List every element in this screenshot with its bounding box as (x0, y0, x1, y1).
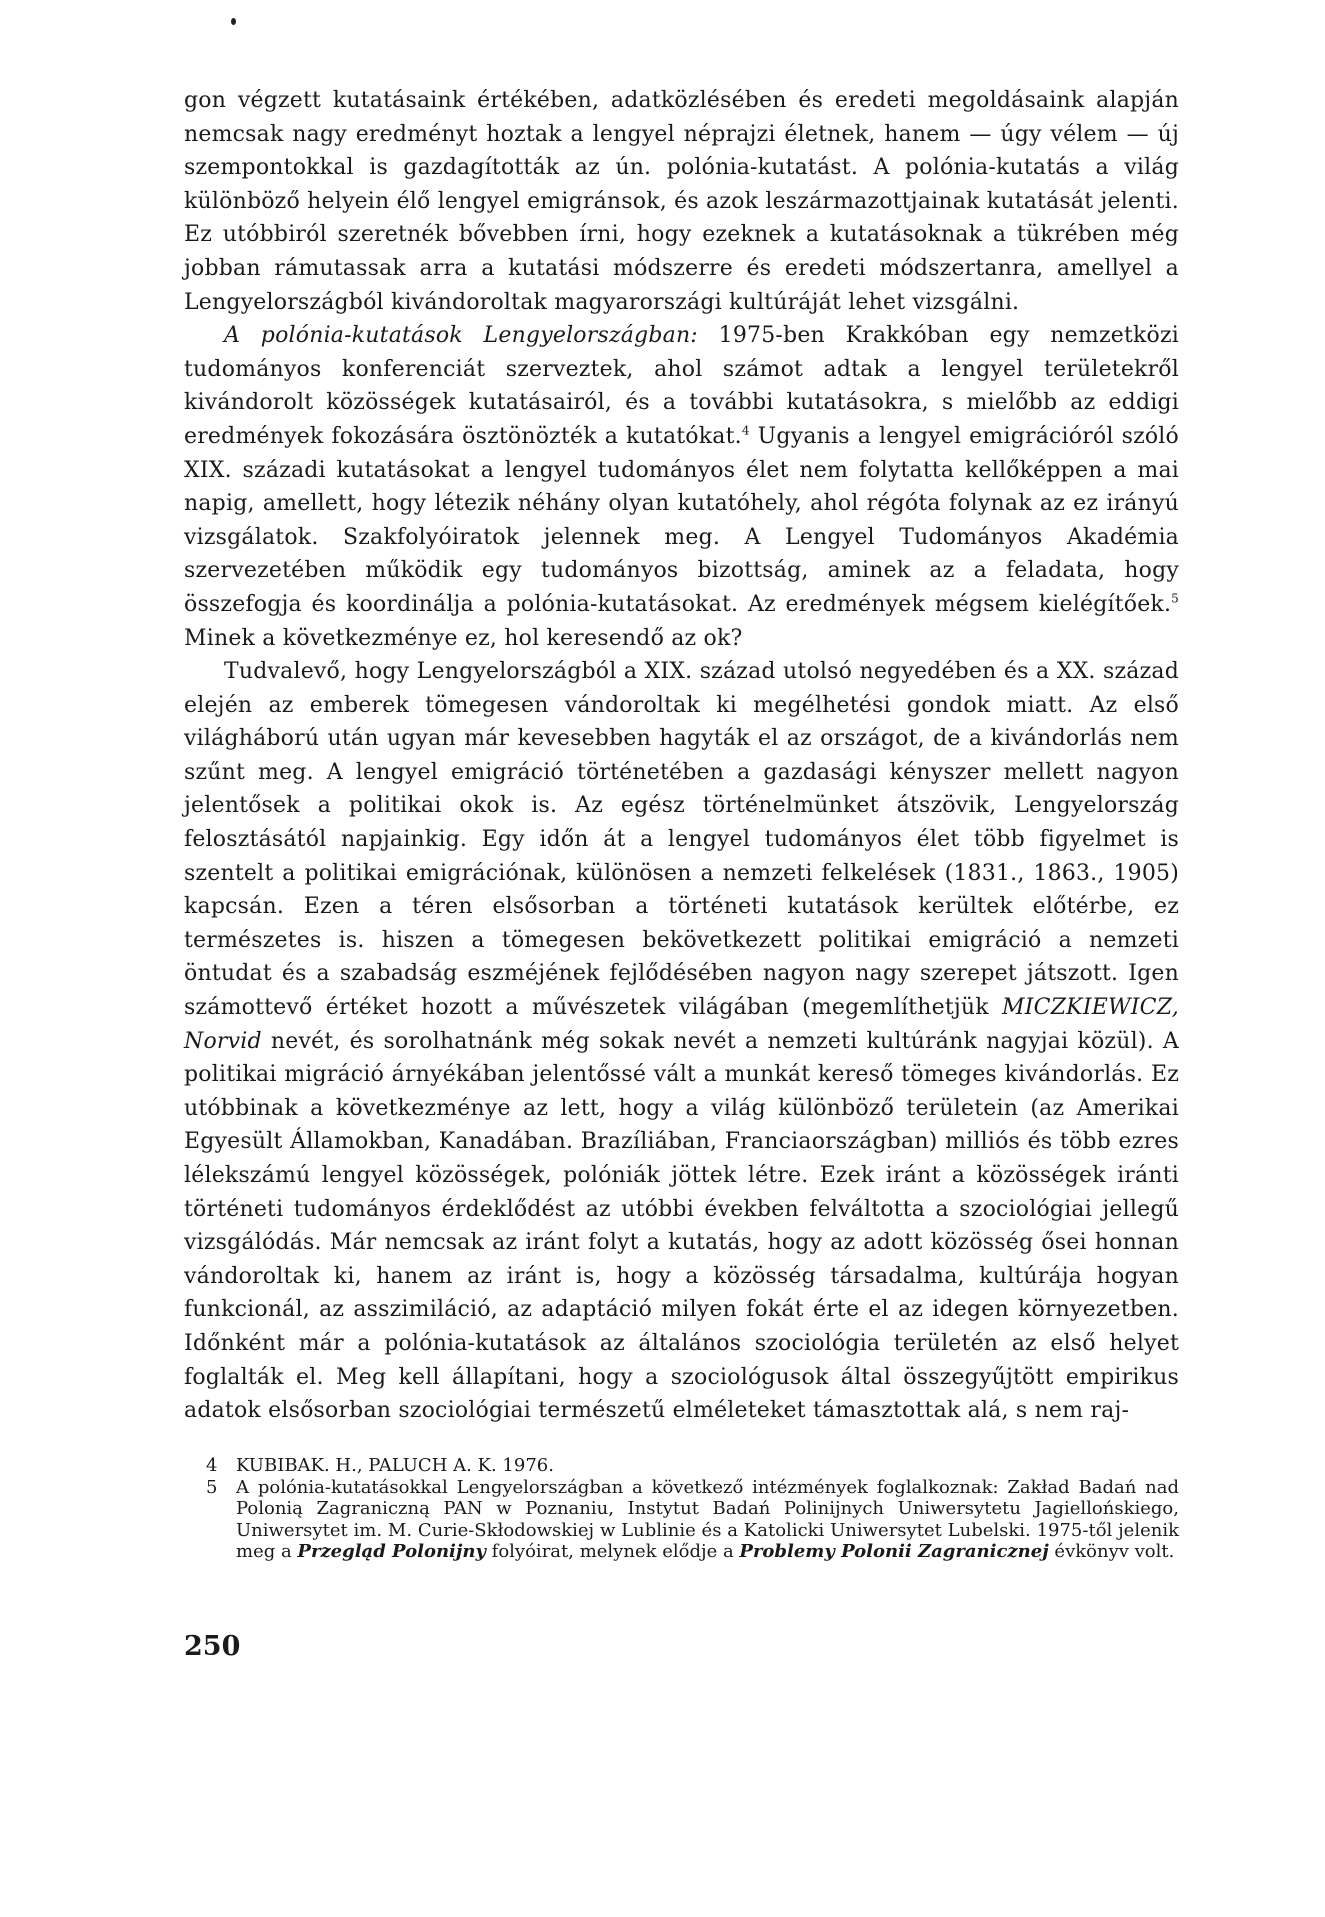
italic-names: MICZKIEWICZ, Norvid (184, 995, 1179, 1054)
footnote-4-number: 4 (206, 1455, 218, 1476)
footnotes (206, 1455, 1179, 1563)
page-mark-dot (231, 18, 236, 25)
journal-title-2: Problemy Polonii Zagranicznej (739, 1541, 1049, 1562)
paragraph-3-text-a: Tudvalevő, hogy Lengyelországból a XIX. század utolsó negyedében és a XX. század elején az emberek tömegesen vándoroltak ki megélhetési gondok miatt. Az első világháború után ugyan már kevesebben hagyták el az országot, de a kivándorlás nem szűnt meg. A lengyel emigráció történetében a gazdasági kényszer mellett nagyon jelentősek a politikai okok is. Az egész történelmünket átszövik, Lengyelország felosztásától napjainkig. Egy időn át a lengyel tudományos élet több figyelmet is szentelt a politikai emigrációnak, különösen a nemzeti felkelések (1831., 1863., 1905) kapcsán. Ezen a téren elsősorban a történeti kutatások kerültek előtérbe, ez természetes is. hiszen a tömegesen bekövetkezett politikai emigráció a nemzeti öntudat és a szabadság eszméjének fejlődésében nagyon nagy szerepet játszott. Igen számottevő értéket hozott a művészetek világában (megemlíthetjük (184, 659, 1179, 1021)
footnote-5-text-c: évkönyv volt. (1048, 1541, 1175, 1562)
footnote-5 (206, 1477, 1179, 1563)
page-number: 250 (184, 1631, 241, 1662)
main-text-block (184, 84, 1179, 1428)
journal-title-1: Przegląd Polonijny (297, 1541, 486, 1562)
paragraph-1-text: gon végzett kutatásaink értékében, adatközlésében és eredeti megoldásaink alapján nemcsak nagy eredményt hoztak a lengyel néprajzi életnek, hanem — úgy vélem — új szempontokkal is gazdagították az ún. polónia-kutatást. A polónia-kutatás a világ különböző helyein élő lengyel emigránsok, és azok leszármazottjainak kutatását jelenti. Ez utóbbiról szeretnék bővebben írni, hogy ezeknek a kutatásoknak a tükrében még jobban rámutassak arra a kutatási módszerre és eredeti módszertanra, amellyel a Lengyelországból kivándoroltak magyarországi kultúráját lehet vizsgálni. (184, 88, 1179, 315)
footnote-5-text (236, 1477, 1179, 1563)
paragraph-2-text-b: Ugyanis a lengyel emigrációról szóló XIX. századi kutatásokat a lengyel tudományos élet nem folytatta kellőképpen a mai napig, amellett, hogy létezik néhány olyan kutatóhely, ahol régóta folynak az ez irányú vizsgálatok. Szakfolyóiratok jelennek meg. A Lengyel Tudományos Akadémia szervezetében működik egy tudományos bizottság, aminek az a feladata, hogy összefogja és koordinálja a polónia-kutatásokat. Az eredmények mégsem kielégítőek. (184, 423, 1179, 617)
footnote-ref-5: 5 (1171, 591, 1179, 606)
paragraph-3 (184, 655, 1179, 1428)
footnote-5-text-b: folyóirat, melynek elődje a (485, 1541, 740, 1562)
footnote-4 (206, 1455, 1179, 1477)
footnote-ref-4: 4 (741, 423, 750, 438)
paragraph-3-text-b: nevét, és sorolhatnánk még sokak nevét a nemzeti kultúránk nagyjai közül). A politikai migráció árnyékában jelentőssé vált a munkát kereső tömeges kivándorlás. Ez utóbbinak a következménye az lett, hogy a világ különböző területein (az Amerikai Egyesült Államokban, Kanadában. Brazíliában, Franciaországban) milliós és több ezres lélekszámú lengyel közösségek, polóniák jöttek létre. Ezek iránt a közösségek iránti történeti tudományos érdeklődést az utóbbi években felváltotta a szociológiai jellegű vizsgálódás. Már nemcsak az iránt folyt a kutatás, hogy az adott közösség ősei honnan vándoroltak ki, hanem az iránt is, hogy a közösség társadalma, kultúrája hogyan funkcionál, az asszimiláció, az adaptáció milyen fokát érte el az idegen környezetben. Időnként már a polónia-kutatások az általános szociológia területén az első helyet foglalták el. Meg kell állapítani, hogy a szociológusok által összegyűjtött empirikus adatok elsősorban szociológiai természetű elméleteket támasztottak alá, s nem raj- (184, 1028, 1179, 1424)
footnote-5-text-a: A polónia-kutatásokkal Lengyelországban a következő intézmények foglalkoznak: Zakład Badań nad Polonią Zagraniczną PAN w Poznaniu, Instytut Badań Polinijnych Uniwersytetu Jagiellońskiego, Uniwersytet im. M. Curie-Skłodowskiej w Lublinie és a Katolicki Uniwersytet Lubelski. 1975-től jelenik meg a (236, 1476, 1179, 1562)
footnote-5-number: 5 (206, 1476, 218, 1498)
footnote-4-text: KUBIBAK. H., PALUCH A. K. 1976. (236, 1455, 554, 1476)
paragraph-2 (184, 319, 1179, 655)
section-heading: A polónia-kutatások Lengyelországban: (224, 323, 698, 349)
paragraph-1 (184, 84, 1179, 319)
paragraph-2-text-a: 1975-ben Krakkóban egy nemzetközi tudományos konferenciát szerveztek, ahol számot adtak a lengyel területekről kivándorolt közösségek kutatásairól, és a további kutatásokra, s mielőbb az eddigi eredmények fokozására ösztönözték a kutatókat. (184, 323, 1179, 449)
paragraph-2-text-c: Minek a következménye ez, hol keresendő az ok? (184, 625, 743, 651)
